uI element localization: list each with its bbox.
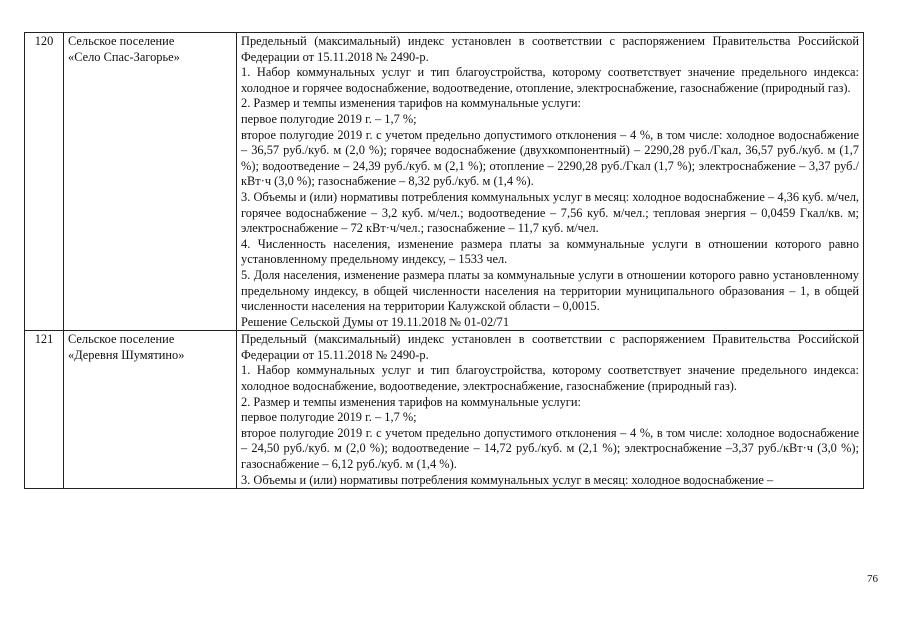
settlement-type: Сельское поселение <box>68 332 175 347</box>
paragraph: 5. Доля населения, изменение размера платы за коммунальные услуги в отношении которого равно установленному предельному индексу, в общей численности населения на территории муниципального образования – 1, в общей численности населения на территории Калужской области – 0,0015. <box>241 267 859 314</box>
paragraph: второе полугодие 2019 г. с учетом предельно допустимого отклонения – 4 %, в том числе: холодное водоснабжение – 24,50 руб./куб. м (2,0 %); водоотведение – 14,72 руб./куб. м (2,1 %); электроснабжение –3,37 руб./кВт·ч (3,0 %); газоснабжение – 6,12 руб./куб. м (1,4 %). <box>241 425 859 472</box>
paragraph: первое полугодие 2019 г. – 1,7 %; <box>241 111 417 126</box>
settlement-title: «Село Спас-Загорье» <box>68 49 180 64</box>
settlement-name <box>64 33 237 331</box>
paragraph: 1. Набор коммунальных услуг и тип благоустройства, которому соответствует значение предельного индекса: холодное и горячее водоснабжение, водоотведение, отопление, электроснабжение, газоснабжение (природный газ). <box>241 65 859 95</box>
paragraph: Предельный (максимальный) индекс установлен в соответствии с распоряжением Правительства Российской Федерации от 15.11.2018 № 2490-р. <box>241 332 859 362</box>
paragraph: 3. Объемы и (или) нормативы потребления коммунальных услуг в месяц: холодное водоснабжение – <box>241 472 774 487</box>
table-row <box>25 331 864 489</box>
row-number: 120 <box>25 33 64 331</box>
row-number: 121 <box>25 331 64 489</box>
paragraph: 2. Размер и темпы изменения тарифов на коммунальные услуги: <box>241 394 581 409</box>
paragraph: первое полугодие 2019 г. – 1,7 %; <box>241 410 417 425</box>
settlement-title: «Деревня Шумятино» <box>68 347 185 362</box>
decision-reference: Решение Сельской Думы от 19.11.2018 № 01-02/71 <box>241 314 510 329</box>
table-row <box>25 33 864 331</box>
paragraph: Предельный (максимальный) индекс установлен в соответствии с распоряжением Правительства Российской Федерации от 15.11.2018 № 2490-р. <box>241 34 859 64</box>
settlement-type: Сельское поселение <box>68 34 175 48</box>
settlement-description <box>237 331 864 489</box>
paragraph: 2. Размер и темпы изменения тарифов на коммунальные услуги: <box>241 96 581 111</box>
paragraph: 3. Объемы и (или) нормативы потребления коммунальных услуг в месяц: холодное водоснабжение – 4,36 куб. м/чел, горячее водоснабжение – 3,2 куб. м/чел.; водоотведение – 7,56 куб. м/чел.; тепловая энергия – 0,0459 Гкал/кв. м; электроснабжение – 72 кВт·ч/чел.; газоснабжение – 11,7 куб. м/чел. <box>241 189 859 236</box>
paragraph: 4. Численность населения, изменение размера платы за коммунальные услуги в отношении которого равно установленному предельному индексу, – 1533 чел. <box>241 236 859 267</box>
tariff-table <box>24 32 864 489</box>
settlement-name <box>64 331 237 489</box>
paragraph: 1. Набор коммунальных услуг и тип благоустройства, которому соответствует значение предельного индекса: холодное водоснабжение, водоотведение, электроснабжение, газоснабжение (природный газ). <box>241 363 859 394</box>
settlement-description <box>237 33 864 331</box>
paragraph: второе полугодие 2019 г. с учетом предельно допустимого отклонения – 4 %, в том числе: холодное водоснабжение – 36,57 руб./куб. м (2,0 %); горячее водоснабжение (двухкомпонентный) – 2290,28 руб./Гкал, 36,57 руб./куб. м (1,7 %); водоотведение – 24,39 руб./куб. м (2,1 %); отопление – 2290,28 руб./Гкал (1,7 %); электроснабжение – 3,37 руб./кВт·ч (3,0 %); газоснабжение – 8,32 руб./куб. м (1,4 %). <box>241 127 859 189</box>
page-number: 76 <box>867 573 878 585</box>
